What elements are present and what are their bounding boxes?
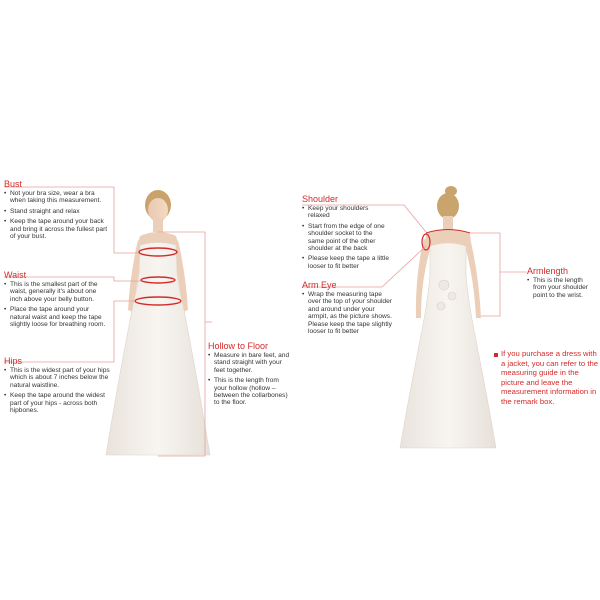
armlength-instructions xyxy=(527,277,597,302)
bust-instruction-item: • Stand straight and relax xyxy=(4,208,110,215)
jacket-note: If you purchase a dress with a jacket, you can refer to the measuring guide in the picture and leave the measurement information in the remark box. xyxy=(494,349,600,407)
hips-instruction-item: • Keep the tape around the widest part of your hips - across both hipbones. xyxy=(4,392,110,414)
waist-instruction-item: • This is the smallest part of the waist, generally it's about one inch above your belly button. xyxy=(4,281,110,303)
waist-instructions xyxy=(4,281,110,331)
shoulder-heading: Shoulder xyxy=(302,194,339,204)
armlength-heading: Armlength xyxy=(527,266,569,276)
bust-instruction-item: • Keep the tape around your back and bring it across the fullest part of your bust. xyxy=(4,218,110,240)
front-model-figure xyxy=(106,190,210,455)
front-gown xyxy=(106,243,210,456)
hips-heading: Hips xyxy=(4,356,23,366)
arm-eye-instructions xyxy=(302,291,394,338)
waist-heading: Waist xyxy=(4,270,27,280)
bust-instruction-item: • Not your bra size, wear a bra when taking this measurement. xyxy=(4,190,110,205)
shoulder-instruction-item: • Please keep the tape a little looser to fit better xyxy=(302,255,390,270)
back-model-figure xyxy=(400,186,496,448)
hips-instructions xyxy=(4,367,110,417)
arm-eye-instruction-item: • Wrap the measuring tape over the top of your shoulder and around under your armpit, as the picture shows. Please keep the tape slightly looser to fit better xyxy=(302,291,394,335)
bust-instructions xyxy=(4,190,110,243)
hips-instruction-item: • This is the widest part of your hips which is about 7 inches below the natural waistline. xyxy=(4,367,110,389)
hollow-to-floor-heading: Hollow to Floor xyxy=(208,341,269,351)
shoulder-instruction-item: • Keep your shoulders relaxed xyxy=(302,205,390,220)
back-gown xyxy=(400,243,496,448)
waist-instruction-item: • Place the tape around your natural waist and keep the tape slightly loose for breathing room. xyxy=(4,306,110,328)
hollow-to-floor-instruction-item: • This is the length from your hollow (hollow – between the collarbones) to the floor. xyxy=(208,377,292,407)
shoulder-instruction-item: • Start from the edge of one shoulder socket to the same point of the other shoulder at the back xyxy=(302,223,390,253)
hollow-to-floor-instructions xyxy=(208,352,292,410)
bust-heading: Bust xyxy=(4,179,23,189)
hollow-to-floor-instruction-item: • Measure in bare feet, and stand straight with your feet together. xyxy=(208,352,292,374)
armlength-instruction-item: • This is the length from your shoulder point to the wrist. xyxy=(527,277,597,299)
arm-eye-heading: Arm Eye xyxy=(302,280,337,290)
shoulder-instructions xyxy=(302,205,390,273)
